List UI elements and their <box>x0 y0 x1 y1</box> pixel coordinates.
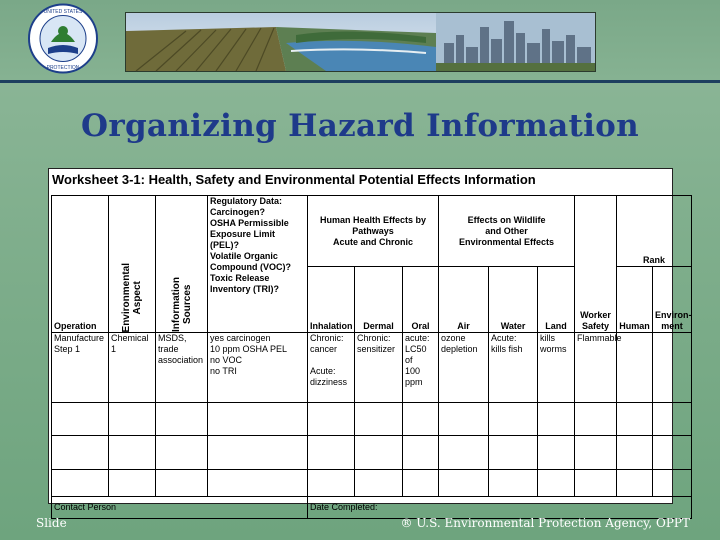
empty-cell <box>439 403 489 436</box>
empty-cell <box>355 436 403 470</box>
empty-cell <box>52 403 109 436</box>
header-row-top <box>52 196 692 267</box>
header-operation: Operation <box>52 196 109 333</box>
header-information-sources-label: Information Sources <box>170 277 193 332</box>
header-water: Water <box>489 267 538 333</box>
cell-dermal: Chronic: sensitizer <box>355 333 403 403</box>
empty-cell <box>575 470 617 497</box>
table-row <box>52 470 692 497</box>
header-human: Human <box>617 267 653 333</box>
empty-cell <box>355 403 403 436</box>
empty-cell <box>208 470 308 497</box>
header-wildlife-effects: Effects on Wildlife and Other Environmental Effects <box>439 196 575 267</box>
header-divider <box>0 80 720 83</box>
header-environmental-aspect-label: Environmental Aspect <box>121 262 143 332</box>
cell-inhalation: Chronic: cancer Acute: dizziness <box>308 333 355 403</box>
table-row <box>52 333 692 403</box>
date-completed-label: Date Completed: <box>308 497 692 519</box>
cell-regulatory-data: yes carcinogen 10 ppm OSHA PEL no VOC no TRI <box>208 333 308 403</box>
empty-cell <box>403 403 439 436</box>
empty-cell <box>403 470 439 497</box>
empty-cell <box>109 436 156 470</box>
empty-cell <box>308 436 355 470</box>
header-environmental-aspect <box>109 196 156 333</box>
header-oral: Oral <box>403 267 439 333</box>
empty-cell <box>109 470 156 497</box>
empty-cell <box>489 436 538 470</box>
empty-cell <box>538 470 575 497</box>
empty-cell <box>617 403 653 436</box>
cell-air: ozone depletion <box>439 333 489 403</box>
cell-land: kills worms <box>538 333 575 403</box>
header-dermal: Dermal <box>355 267 403 333</box>
worksheet-title: Worksheet 3-1: Health, Safety and Environmental Potential Effects Information <box>52 172 536 187</box>
cell-operation: Manufacture Step 1 <box>52 333 109 403</box>
empty-cell <box>538 436 575 470</box>
empty-cell <box>653 470 692 497</box>
cell-environmental-aspect: Chemical 1 <box>109 333 156 403</box>
empty-cell <box>109 403 156 436</box>
header-environment: Environ- ment <box>653 267 692 333</box>
svg-text:PROTECTION: PROTECTION <box>46 65 80 71</box>
empty-cell <box>156 403 208 436</box>
empty-cell <box>308 470 355 497</box>
empty-cell <box>403 436 439 470</box>
empty-cell <box>575 403 617 436</box>
table-row <box>52 436 692 470</box>
empty-cell <box>208 436 308 470</box>
empty-cell <box>538 403 575 436</box>
empty-cell <box>156 436 208 470</box>
header-rank: Rank <box>617 196 692 267</box>
table-row <box>52 403 692 436</box>
empty-cell <box>653 403 692 436</box>
cell-worker-safety: Flammable <box>575 333 617 403</box>
empty-cell <box>489 470 538 497</box>
slide-title: Organizing Hazard Information <box>81 108 639 144</box>
empty-cell <box>156 470 208 497</box>
contact-person-label: Contact Person <box>52 497 308 519</box>
empty-cell <box>617 436 653 470</box>
cell-water: Acute: kills fish <box>489 333 538 403</box>
empty-cell <box>208 403 308 436</box>
header-worker-safety: Worker Safety <box>575 196 617 333</box>
landscape-photo-banner <box>125 12 596 72</box>
empty-cell <box>52 470 109 497</box>
header-land: Land <box>538 267 575 333</box>
header-inhalation: Inhalation <box>308 267 355 333</box>
empty-cell <box>575 436 617 470</box>
footer-slide-label: Slide <box>36 516 67 530</box>
empty-cell <box>439 470 489 497</box>
cell-rank-environment <box>653 333 692 403</box>
empty-cell <box>308 403 355 436</box>
svg-text:UNITED STATES: UNITED STATES <box>43 9 83 15</box>
empty-cell <box>617 470 653 497</box>
worksheet-table <box>51 195 692 519</box>
epa-seal-logo <box>20 2 106 75</box>
empty-cell <box>52 436 109 470</box>
empty-cell <box>439 436 489 470</box>
worksheet <box>48 168 692 512</box>
empty-cell <box>355 470 403 497</box>
footer-copyright: ® U.S. Environmental Protection Agency, OPPT <box>400 516 690 530</box>
cell-information-sources: MSDS, trade association <box>156 333 208 403</box>
empty-cell <box>489 403 538 436</box>
empty-cell <box>653 436 692 470</box>
cell-rank-human <box>617 333 653 403</box>
header-information-sources <box>156 196 208 333</box>
header-human-health-effects: Human Health Effects by Pathways Acute and Chronic <box>308 196 439 267</box>
header-regulatory-data: Regulatory Data: Carcinogen? OSHA Permissible Exposure Limit (PEL)? Volatile Organic Compound (VOC)? Toxic Release Inventory (TRI)? <box>208 196 308 333</box>
header-air: Air <box>439 267 489 333</box>
cell-oral: acute: LC50 of 100 ppm <box>403 333 439 403</box>
